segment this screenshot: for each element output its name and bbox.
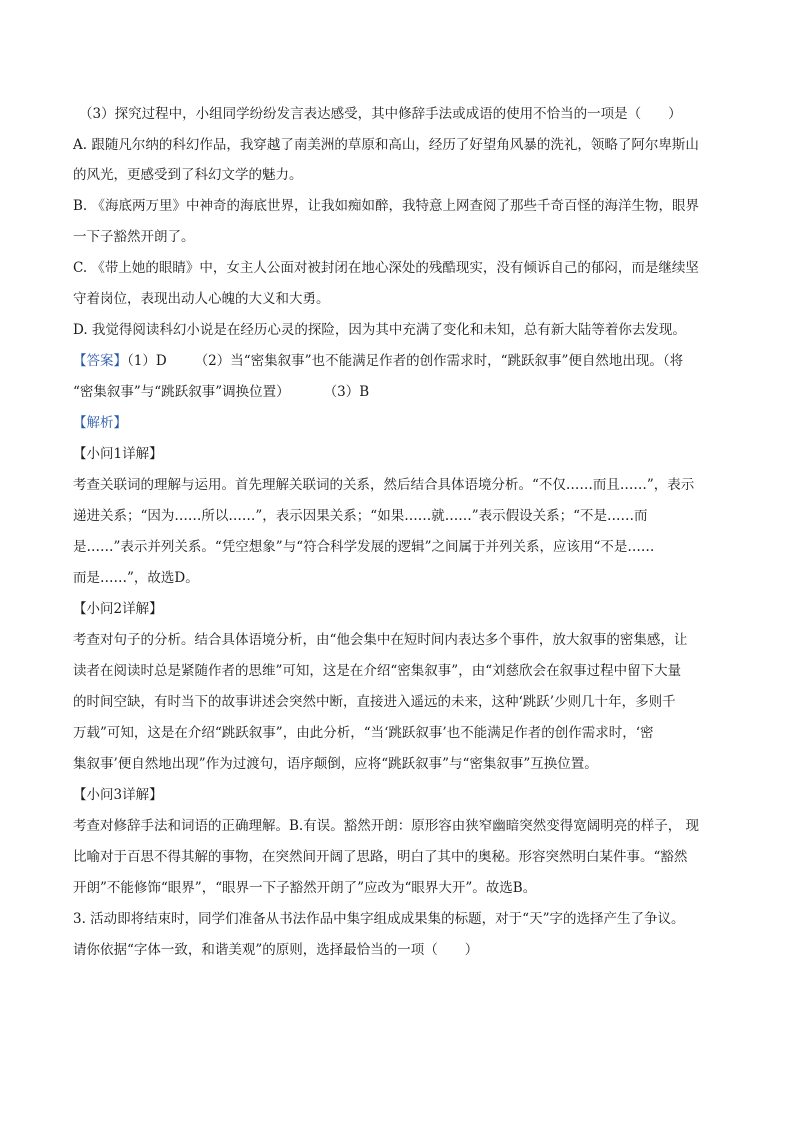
sub-question-1-title: 【小问1详解】 [73,446,163,462]
sub1-line-3: 是……”表示并列关系。“凭空想象”与“符合科学发展的逻辑”之间属于并列关系，应该用“不是…… [73,539,655,555]
sub2-line-3: 的时间空缺，有时当下的故事讲述会突然中断，直接进入遥远的未来，这种‘跳跃’少则几十年，多则千 [73,694,676,710]
option-a-line-2: 的风光，更感受到了科幻文学的魅力。 [73,167,303,183]
sub3-line-1: 考查对修辞手法和词语的正确理解。B.有误。豁然开朗：原形容由狭窄幽暗突然变得宽阔明亮的样子， 现 [73,818,700,834]
sub3-line-3: 开朗”不能修饰“眼界”，“眼界一下子豁然开朗了”应改为“眼界大开”。故选B。 [73,880,537,896]
question-3-line-2: 请你依据“字体一致，和谐美观”的原则，选择最恰当的一项（ ） [73,942,479,958]
option-c-line-2: 守着岗位，表现出动人心魄的大义和大勇。 [73,291,330,307]
answer-tag: 【答案】 [73,353,127,369]
answer-part-2-cont: “密集叙事”与“跳跃叙事”调换位置） [73,384,290,400]
option-c-line-1: C. 《带上她的眼睛》中，女主人公面对被封闭在地心深处的残酷现实，没有倾诉自己的郁闷，而是继续坚 [73,260,699,276]
sub2-line-5: 集叙事’便自然地出现”作为过渡句，语序颠倒，应将“跳跃叙事”与“密集叙事”互换位置。 [73,756,598,772]
option-a-line-1: A. 跟随凡尔纳的科幻作品，我穿越了南美洲的草原和高山，经历了好望角风暴的洗礼，领略了阿尔卑斯山 [73,137,699,153]
answer-line-1 [73,352,683,370]
answer-part-2: （2）当“密集叙事”也不能满足作者的创作需求时，“跳跃叙事”便自然地出现。（将 [194,353,684,369]
option-d-line-1: D. 我觉得阅读科幻小说是在经历心灵的探险，因为其中充满了变化和未知，总有新大陆等着你去发现。 [73,322,686,338]
sub1-line-4: 而是……”，故选D。 [73,570,199,586]
sub-question-2-title: 【小问2详解】 [73,601,163,617]
answer-line-2 [73,383,369,401]
answer-part-3: （3）B [323,384,370,400]
sub3-line-2: 比喻对于百思不得其解的事物，在突然间开阔了思路，明白了其中的奥秘。形容突然明白某件事。“豁然 [73,849,688,865]
answer-part-1: （1）D [127,353,167,369]
sub1-line-1: 考查关联词的理解与运用。首先理解关联词的关系，然后结合具体语境分析。“不仅……而且……”，表示 [73,477,695,493]
option-b-line-2: 一下子豁然开朗了。 [73,229,195,245]
sub1-line-2: 递进关系；“因为……所以……”，表示因果关系；“如果……就……”表示假设关系；“不是……而 [73,508,648,524]
sub2-line-1: 考查对句子的分析。结合具体语境分析，由“他会集中在短时间内表达多个事件，放大叙事的密集感，让 [73,632,688,648]
sub2-line-4: 万载”可知，这是在介绍“跳跃叙事”，由此分析，“当‘跳跃叙事’也不能满足作者的创作需求时，‘密 [73,725,654,741]
analysis-tag: 【解析】 [73,415,127,431]
option-b-line-1: B. 《海底两万里》中神奇的海底世界，让我如痴如醉，我特意上网查阅了那些千奇百怪的海洋生物，眼界 [73,198,700,214]
sub-question-3-title: 【小问3详解】 [73,787,163,803]
question-3-line-1: 3. 活动即将结束时，同学们准备从书法作品中集字组成成果集的标题，对于“天”字的选择产生了争议。 [73,911,685,927]
sub2-line-2: 读者在阅读时总是紧随作者的思维”可知，这是在介绍“密集叙事”，由“刘慈欣会在叙事过程中留下大量 [73,663,682,679]
question-3-stem: （3）探究过程中，小组同学纷纷发言表达感受，其中修辞手法或成语的使用不恰当的一项是（ ） [79,106,682,122]
